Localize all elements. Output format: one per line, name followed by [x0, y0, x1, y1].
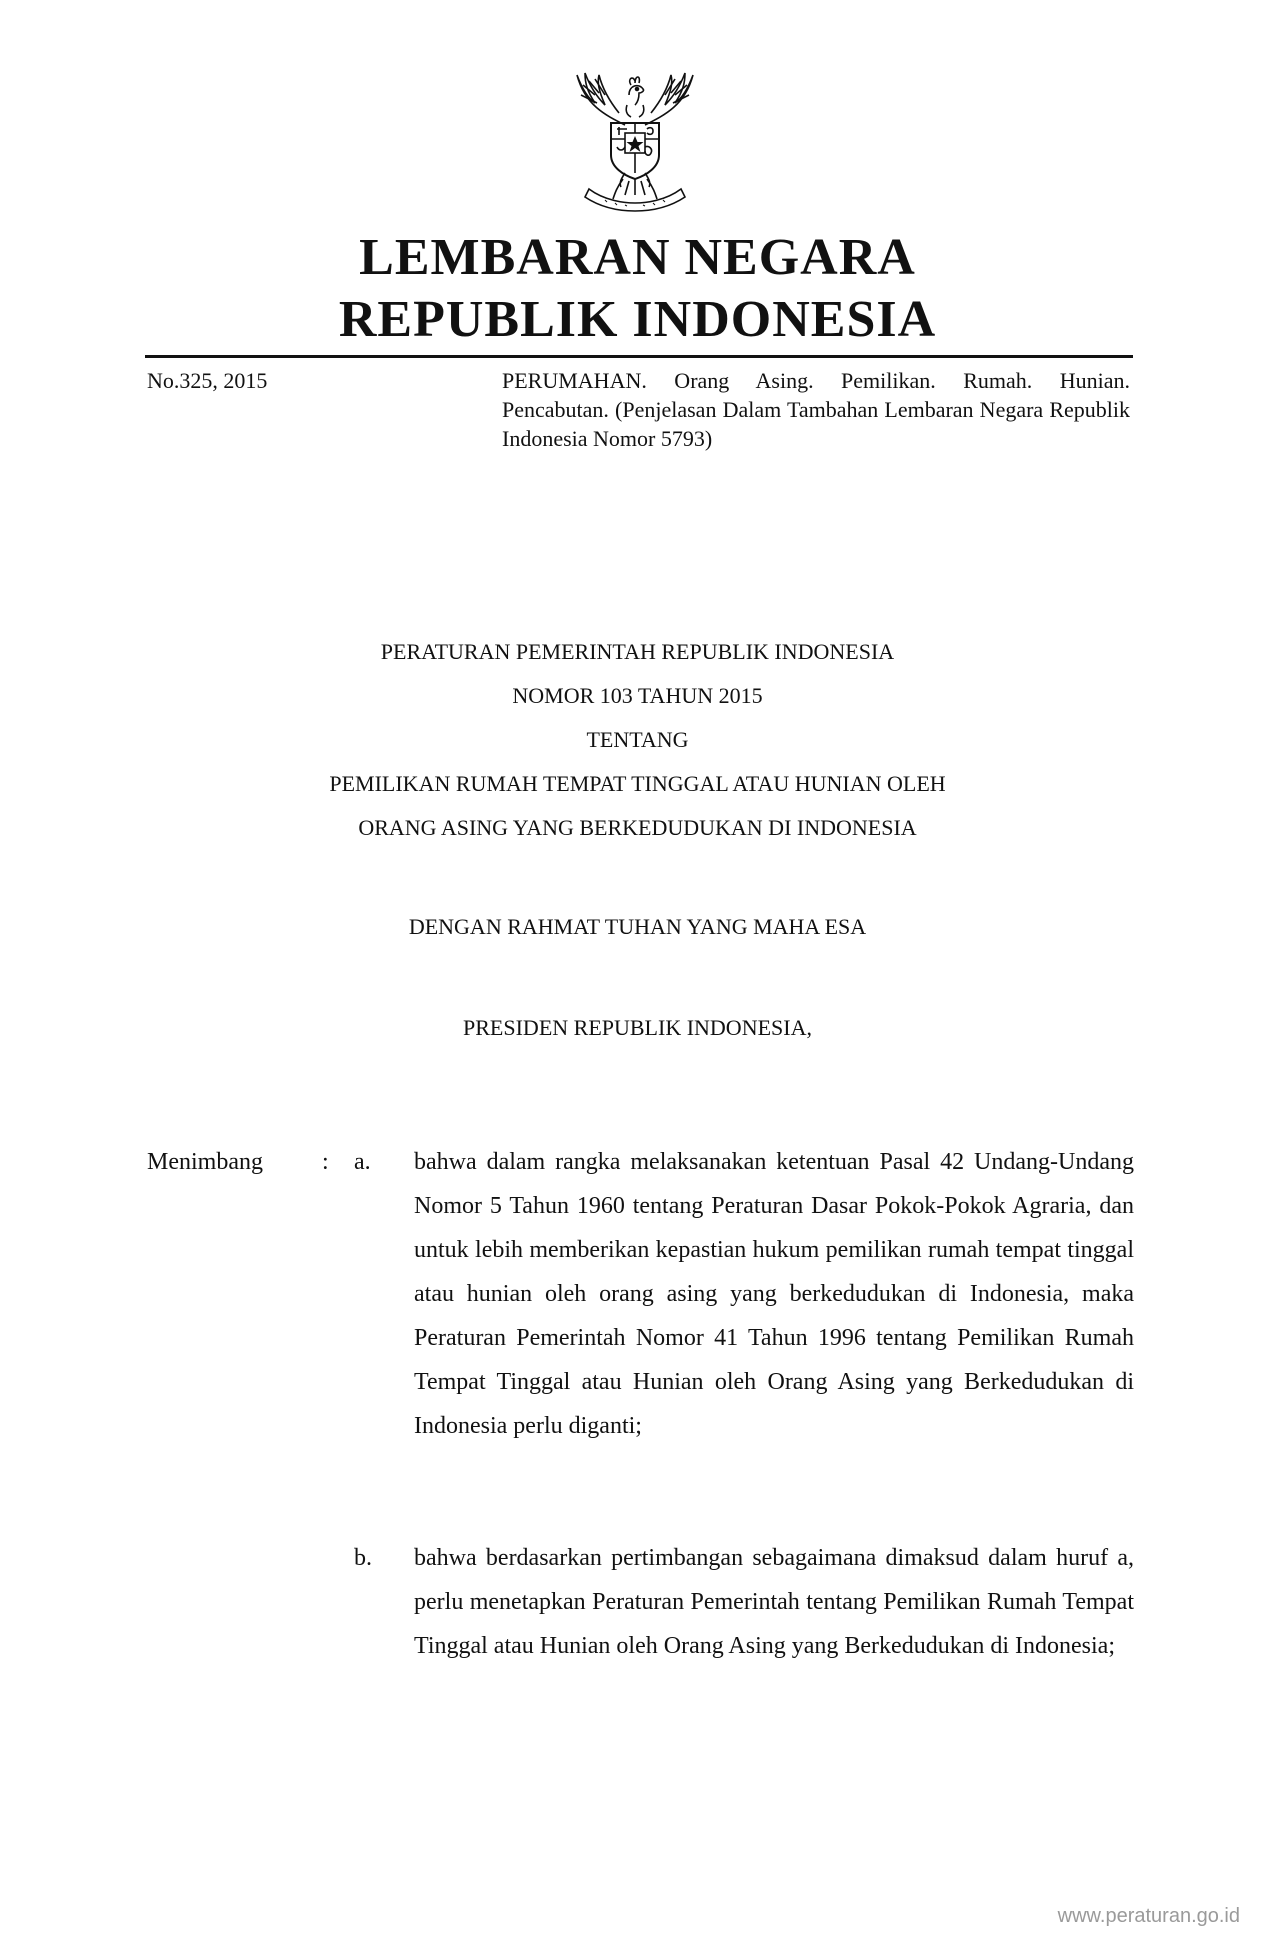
consideration-text: bahwa berdasarkan pertimbangan sebagaimana dimaksud dalam huruf a, perlu menetapkan Peraturan Pemerintah tentang Pemilikan Rumah Tempat Tinggal atau Hunian oleh Orang Asing yang Berkedudukan di Indonesia; — [414, 1545, 1134, 1659]
issuer: PRESIDEN REPUBLIK INDONESIA, — [463, 1015, 812, 1040]
masthead-title: LEMBARAN NEGARA — [359, 229, 916, 286]
menimbang-colon: : — [322, 1149, 329, 1175]
masthead-divider — [145, 355, 1133, 358]
garuda-pancasila-emblem-icon — [555, 55, 715, 215]
consideration-text: bahwa dalam rangka melaksanakan ketentuan Pasal 42 Undang-Undang Nomor 5 Tahun 1960 tentang Peraturan Dasar Pokok-Pokok Agraria, dan untuk lebih memberikan kepastian hukum pemilikan rumah tempat tinggal atau hunian oleh orang asing yang berkedudukan di Indonesia, maka Peraturan Pemerintah Nomor 41 Tahun 1996 tentang Pemilikan Rumah Tempat Tinggal atau Hunian oleh Orang Asing yang Berkedudukan di Indonesia perlu diganti; — [414, 1149, 1134, 1439]
regulation-title-line: TENTANG — [586, 727, 689, 752]
regulation-title — [0, 630, 1275, 850]
regulation-title-line: ORANG ASING YANG BERKEDUDUKAN DI INDONESIA — [358, 815, 917, 840]
gazette-summary: PERUMAHAN. Orang Asing. Pemilikan. Rumah. Hunian. Pencabutan. (Penjelasan Dalam Tambahan Lembaran Negara Republik Indonesia Nomor 5793) — [502, 368, 1130, 451]
regulation-title-line: PERATURAN PEMERINTAH REPUBLIK INDONESIA — [380, 639, 895, 664]
masthead-subtitle: REPUBLIK INDONESIA — [338, 291, 937, 348]
consideration-letter: a. — [354, 1149, 371, 1175]
menimbang-label: Menimbang — [147, 1149, 263, 1175]
regulation-title-line: NOMOR 103 TAHUN 2015 — [512, 683, 763, 708]
footer-url: www.peraturan.go.id — [1057, 1905, 1240, 1927]
preamble-grace: DENGAN RAHMAT TUHAN YANG MAHA ESA — [408, 914, 867, 939]
gazette-number: No.325, 2015 — [147, 368, 268, 393]
regulation-title-line: PEMILIKAN RUMAH TEMPAT TINGGAL ATAU HUNIAN OLEH — [329, 771, 946, 796]
consideration-letter: b. — [354, 1545, 372, 1571]
